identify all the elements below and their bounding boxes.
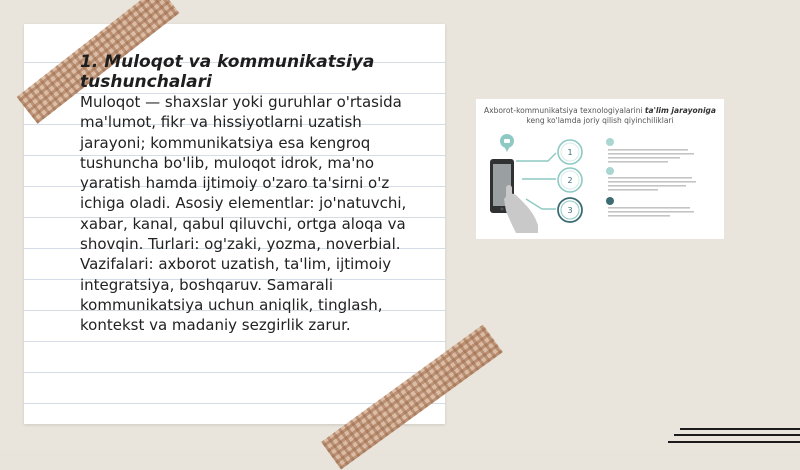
step-dot-3 [606, 197, 614, 205]
infographic-title [480, 106, 720, 126]
infographic-title-highlight: ta'lim jarayoniga [644, 106, 716, 115]
infographic-card [476, 99, 724, 239]
step-number-3: 3 [567, 206, 573, 215]
decorative-stroke-3 [668, 441, 800, 443]
infographic-title-pre: Axborot-kommunikatsiya texnologiyalarini [484, 106, 645, 115]
step-number-1: 1 [567, 148, 573, 157]
step-dot-2 [606, 167, 614, 175]
decorative-stroke-2 [674, 434, 800, 436]
hand-icon [504, 185, 538, 233]
decorative-stroke-1 [680, 428, 800, 430]
slide-body-text: Muloqot — shaxslar yoki guruhlar o'rtasida ma'lumot, fikr va hissiyotlarni uzatish jarayoni; kommunikatsiya esa kengroq tushuncha bo'lib, muloqot idrok, ma'no yaratish hamda ijtimoiy o'zaro ta'sirni o'z ichiga oladi. Asosiy elementlar: jo'natuvchi, xabar, kanal, qabul qiluvchi, ortga aloqa va shovqin. Turlari: og'zaki, yozma, noverbial. Vazifalari: axborot uzatish, ta'lim, ijtimoiy integratsiya, boshqaruv. Samarali kommunikatsiya uchun aniqlik, tinglash, kontekst va madaniy sezgirlik zarur. [80, 93, 407, 335]
slide-title: 1. Muloqot va kommunikatsiya tushunchalari [80, 52, 375, 92]
connector-lines [516, 153, 556, 209]
step-dot-1 [606, 138, 614, 146]
step-text-lines [608, 149, 696, 217]
step-number-2: 2 [567, 176, 573, 185]
chat-bubble-icon [500, 134, 514, 152]
infographic-title-post: keng ko'lamda joriy qilish qiyinchiliklari [526, 116, 674, 125]
